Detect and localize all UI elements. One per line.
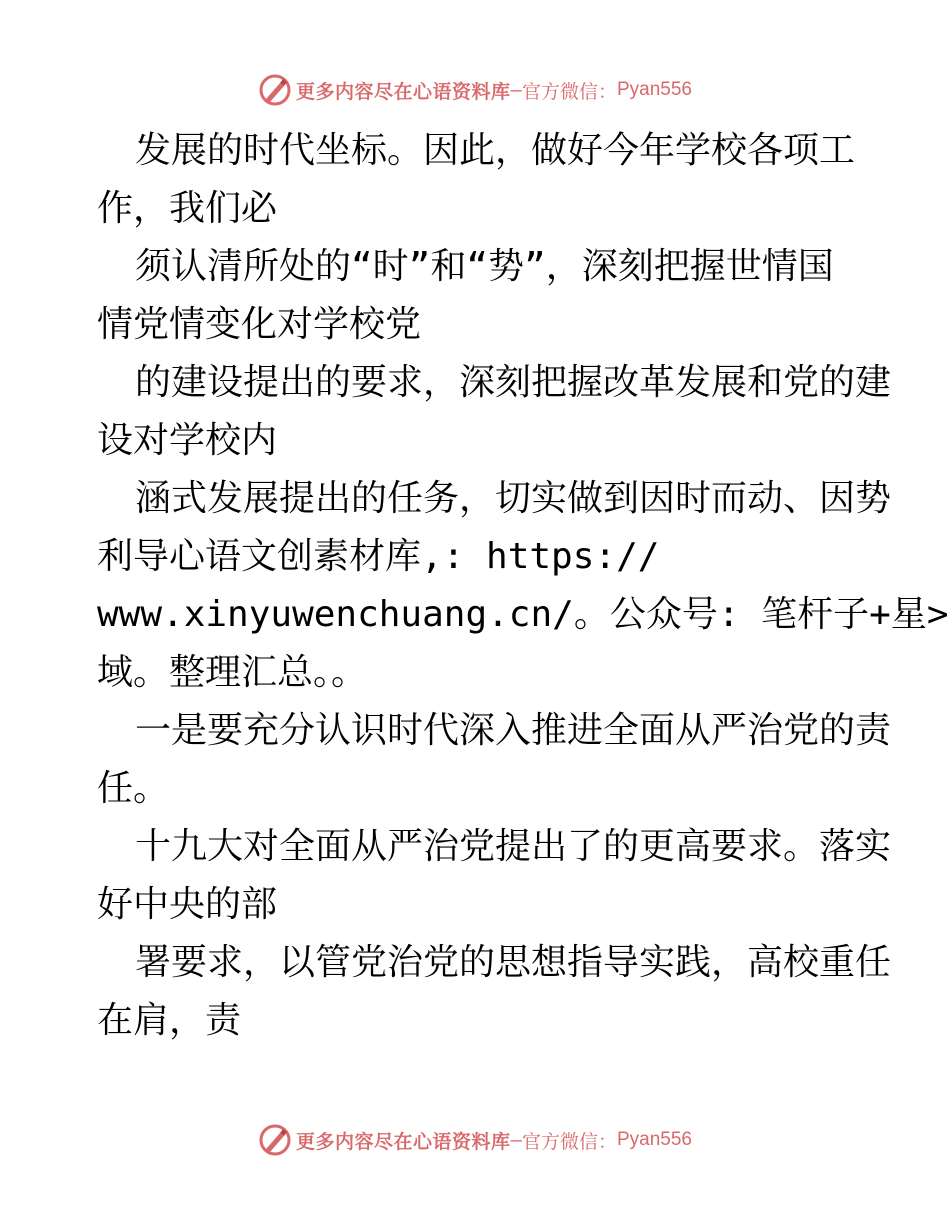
header-wechat-id: Pyan556 [616, 79, 692, 100]
body-line: 的建设提出的要求，深刻把握改革发展和党的建 [135, 362, 892, 403]
body-line: 一是要充分认识时代深入推进全面从严治党的责 [135, 710, 892, 751]
body-line: 好中央的部 [97, 884, 278, 925]
footer-banner [0, 1120, 950, 1160]
body-line: 发展的时代坐标。因此，做好今年学校各项工 [135, 130, 856, 171]
body-line: 任。 [97, 768, 170, 809]
body-line: 情党情变化对学校党 [97, 304, 422, 345]
footer-separator: — [510, 1129, 522, 1151]
body-line: 署要求，以管党治党的思想指导实践，高校重任 [135, 942, 892, 983]
pen-logo-icon [258, 73, 292, 107]
body-line: 域。整理汇总。。 [97, 652, 368, 693]
footer-wechat-label: 官方微信： [521, 1130, 617, 1153]
header-banner [0, 70, 950, 110]
footer-wechat-id: Pyan556 [616, 1129, 692, 1150]
body-line: 利导心语文创素材库,: https:// [97, 536, 660, 577]
header-banner-text: 更多内容尽在心语资料库 [296, 80, 511, 103]
header-separator: — [510, 79, 522, 101]
body-line: 设对学校内 [97, 420, 278, 461]
document-body [97, 122, 949, 1050]
body-line: 须认清所处的“时”和“势”，深刻把握世情国 [135, 246, 834, 287]
body-line: 作，我们必 [97, 188, 278, 229]
body-line: 涵式发展提出的任务，切实做到因时而动、因势 [135, 478, 892, 519]
body-line: 在肩，责 [97, 1000, 242, 1041]
body-line: 十九大对全面从严治党提出了的更高要求。落实 [135, 826, 892, 867]
footer-banner-text: 更多内容尽在心语资料库 [296, 1130, 511, 1153]
header-wechat-label: 官方微信： [521, 80, 617, 103]
body-line: www.xinyuwenchuang.cn/。公众号: 笔杆子+星> [97, 594, 949, 635]
pen-logo-icon [258, 1123, 292, 1157]
